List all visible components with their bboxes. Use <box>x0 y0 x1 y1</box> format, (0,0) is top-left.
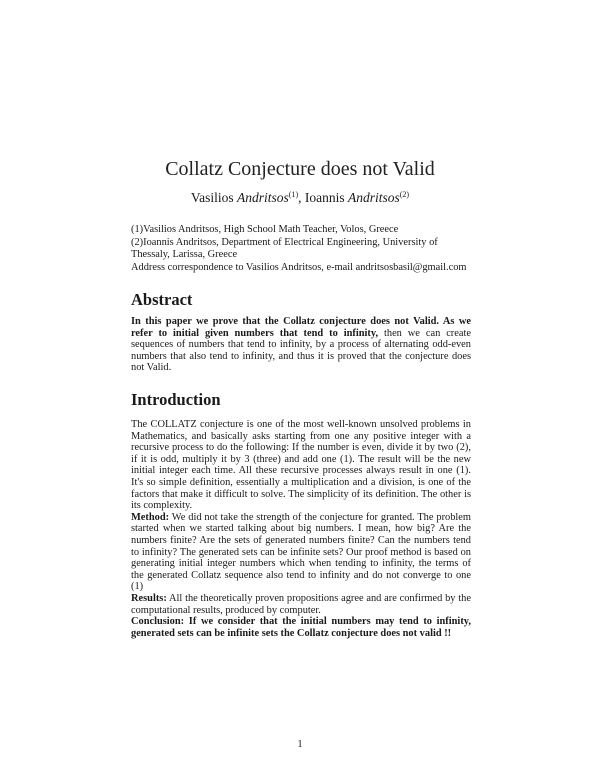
abstract-heading: Abstract <box>131 290 193 309</box>
intro-paragraph-1: The COLLATZ conjecture is one of the most well-known unsolved problems in Mathematics, and basically asks starting from one any positive integer with a recursive process to do the following: If the number is even, divide it by two (2), if it is odd, multiply it by 3 (three) and add one (1). The result will be the new initial integer each time. All these recursive processes always result in one (1). It's so simple definition, essentially a multiplication and a division, is one of the factors that make it difficult to solve. The simplicity of its definition. The other is its complexity. <box>131 419 471 512</box>
abstract-paragraph <box>131 316 471 374</box>
author2-last-name: Andritsos <box>348 190 400 205</box>
author-line: Vasilios Andritsos$^{(1)}$, Ioannis Andritsos$^{(2)}$ <box>190 190 410 205</box>
introduction-body <box>131 419 471 639</box>
method-label: Method: <box>131 511 170 523</box>
method-paragraph <box>131 512 471 593</box>
abstract-text: then we can create sequences of numbers that tend to infinity, by a process of alternating odd-even numbers that also tend to infinity, and thus it is proved that the conjecture does not Valid. <box>131 327 471 374</box>
page-number: 1 <box>297 739 303 750</box>
conclusion-paragraph <box>131 616 471 639</box>
author2-first-name: Ioannis <box>304 190 345 205</box>
results-text: All the theoretically proven propositions agree and are confirmed by the computational results, produced by computer. <box>131 592 471 616</box>
affiliations <box>131 224 471 274</box>
author1-last-name: Andritsos <box>237 190 289 205</box>
affiliation-2: (2)Ioannis Andritsos, Department of Electrical Engineering, University of Thessaly, Larissa, Greece <box>131 236 438 261</box>
conclusion-text: If we consider that the initial numbers may tend to infinity, generated sets can be infinite sets the Collatz conjecture does not valid !! <box>131 616 471 639</box>
affiliation-1: (1)Vasilios Andritsos, High School Math Teacher, Volos, Greece <box>131 224 399 235</box>
results-label: Results: <box>131 592 167 604</box>
method-text: We did not take the strength of the conjecture for granted. The problem started when we started talking about big numbers. I mean, how big? Are the numbers finite? Are the sets of generated numbers finite? Can the numbers tend to infinity? The generated sets can be infinite sets? Our proof method is based on generating initial integer numbers which when tending to infinity, the terms of the generated Collatz sequence also tend to infinity and do not converge to one (1) <box>131 511 471 593</box>
conclusion-label: Conclusion: <box>131 616 185 628</box>
author2-mark: (2) <box>399 190 410 199</box>
results-paragraph <box>131 593 471 616</box>
correspondence-address: Address correspondence to Vasilios Andritsos, e-mail andritsosbasil@gmail.com <box>131 261 467 273</box>
abstract-bold-text: In this paper we prove that the Collatz conjecture does not Valid. As we refer to initial given numbers that tend to infinity, <box>131 316 471 339</box>
paper-title: Collatz Conjecture does not Valid <box>165 158 435 180</box>
author1-first-name: Vasilios <box>190 190 234 205</box>
introduction-heading: Introduction <box>131 390 221 409</box>
author1-mark: (1) <box>288 190 299 199</box>
